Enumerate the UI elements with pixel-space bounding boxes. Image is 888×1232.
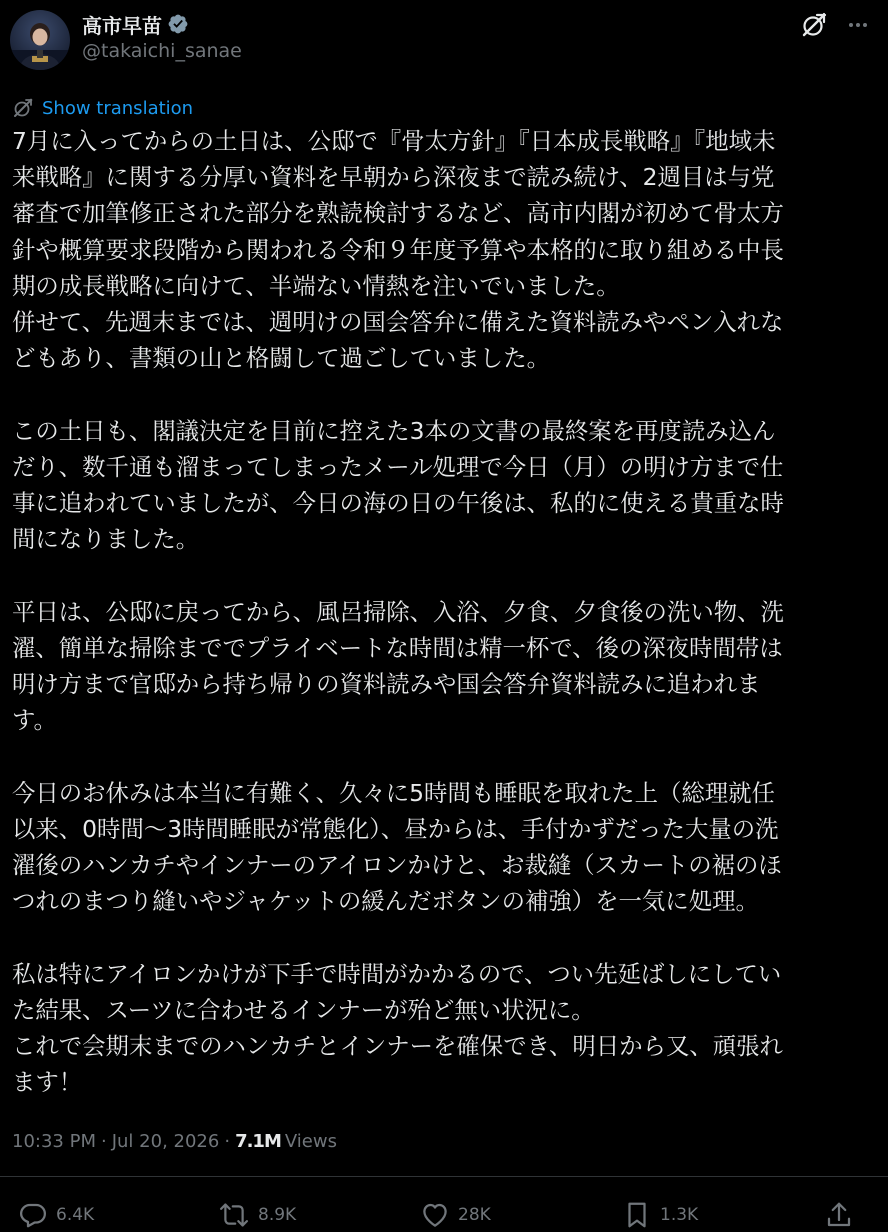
text-line: 濯、簡単な掃除まででプライベートな時間は精一杯で、後の深夜時間帯は bbox=[12, 633, 783, 662]
avatar-image bbox=[10, 10, 70, 70]
heart-icon bbox=[420, 1200, 450, 1230]
tweet-text bbox=[12, 123, 862, 1100]
text-line: 針や概算要求段階から関われる令和９年度予算や本格的に取り組める中長 bbox=[12, 235, 784, 264]
text-line: 濯後のハンカチやインナーのアイロンかけと、お裁縫（スカートの裾のほ bbox=[12, 851, 782, 880]
reply-button[interactable] bbox=[18, 1198, 94, 1232]
text-line: つれのまつり縫いやジャケットの緩んだボタンの補強）を一気に処理。 bbox=[12, 887, 759, 916]
paragraph-3 bbox=[12, 594, 862, 739]
post-time[interactable]: 10:33 PM bbox=[12, 1130, 96, 1152]
meta-separator: · bbox=[224, 1130, 231, 1152]
text-line: ます！ bbox=[12, 1068, 83, 1097]
show-translation-link[interactable] bbox=[12, 96, 193, 120]
paragraph-gap bbox=[12, 376, 862, 412]
text-line: 今日のお休みは本当に有難く、久々に5時間も睡眠を取れた上（総理就任 bbox=[12, 778, 775, 807]
repost-button[interactable] bbox=[218, 1198, 296, 1232]
text-line: 間になりました。 bbox=[12, 525, 200, 554]
text-line: これで会期末までのハンカチとインナーを確保でき、明日から又、頑張れ bbox=[12, 1032, 783, 1061]
share-icon bbox=[824, 1200, 854, 1230]
divider bbox=[0, 1176, 888, 1177]
text-line: どもあり、書類の山と格闘して過ごしていました。 bbox=[12, 344, 550, 373]
post-header bbox=[10, 10, 870, 70]
author-names bbox=[82, 10, 242, 62]
text-line: 期の成長戦略に向けて、半端ない情熱を注いでいました。 bbox=[12, 271, 620, 300]
text-line: 明け方まで官邸から持ち帰りの資料読みや国会答弁資料読みに追われま bbox=[12, 670, 761, 699]
text-line: 私は特にアイロンかけが下手で時間がかかるので、つい先延ばしにしてい bbox=[12, 959, 782, 988]
action-bar bbox=[18, 1198, 858, 1232]
text-line: 7月に入ってからの土日は、公邸で『骨太方針』『日本成長戦略』『地域未 bbox=[12, 127, 776, 155]
like-count: 28K bbox=[458, 1205, 491, 1225]
views-label: Views bbox=[284, 1130, 337, 1152]
header-actions bbox=[800, 10, 870, 40]
text-line: す。 bbox=[12, 706, 57, 735]
meta-separator: · bbox=[100, 1130, 107, 1152]
paragraph-2 bbox=[12, 413, 862, 558]
verified-badge-icon bbox=[167, 13, 189, 35]
paragraph-gap bbox=[12, 557, 862, 593]
post-date[interactable]: Jul 20, 2026 bbox=[111, 1130, 220, 1152]
text-line: だり、数千通も溜まってしまったメール処理で今日（月）の明け方まで仕 bbox=[12, 452, 784, 481]
show-translation-label: Show translation bbox=[42, 97, 194, 119]
translate-icon bbox=[12, 97, 34, 119]
text-line: 来戦略』に関する分厚い資料を早朝から深夜まで読み続け、2週目は与党 bbox=[12, 163, 775, 192]
text-line: 審査で加筆修正された部分を熟読検討するなど、高市内閣が初めて骨太方 bbox=[12, 199, 784, 228]
bookmark-icon bbox=[622, 1200, 652, 1230]
bookmark-count: 1.3K bbox=[660, 1205, 699, 1225]
grok-icon[interactable] bbox=[800, 11, 828, 39]
text-line: 平日は、公邸に戻ってから、風呂掃除、入浴、夕食、夕食後の洗い物、洗 bbox=[12, 597, 784, 626]
share-button[interactable] bbox=[824, 1198, 854, 1232]
views-count[interactable]: 7.1M bbox=[235, 1130, 281, 1152]
repost-count: 8.9K bbox=[258, 1205, 297, 1225]
display-name[interactable]: 高市早苗 bbox=[82, 13, 162, 38]
text-line: この土日も、閣議決定を目前に控えた3本の文書の最終案を再度読み込ん bbox=[12, 416, 776, 445]
reply-count: 6.4K bbox=[56, 1205, 95, 1225]
text-line: た結果、スーツに合わせるインナーが殆ど無い状況に。 bbox=[12, 995, 595, 1024]
more-icon[interactable] bbox=[846, 13, 870, 37]
author-handle[interactable]: @takaichi_sanae bbox=[82, 40, 242, 62]
avatar[interactable] bbox=[10, 10, 70, 70]
paragraph-1 bbox=[12, 123, 862, 376]
repost-icon bbox=[218, 1200, 250, 1230]
like-button[interactable] bbox=[420, 1198, 491, 1232]
display-name-row bbox=[82, 10, 242, 38]
reply-icon bbox=[18, 1200, 48, 1230]
paragraph-5 bbox=[12, 956, 862, 1101]
paragraph-4 bbox=[12, 775, 862, 920]
paragraph-gap bbox=[12, 738, 862, 774]
paragraph-gap bbox=[12, 919, 862, 955]
text-line: 以来、0時間〜3時間睡眠が常態化）、昼からは、手付かずだった大量の洗 bbox=[12, 814, 779, 843]
text-line: 事に追われていましたが、今日の海の日の午後は、私的に使える貴重な時 bbox=[12, 489, 784, 518]
bookmark-button[interactable] bbox=[622, 1198, 698, 1232]
post-meta bbox=[12, 1127, 337, 1155]
text-line: 併せて、先週末までは、週明けの国会答弁に備えた資料読みやペン入れな bbox=[12, 308, 784, 337]
